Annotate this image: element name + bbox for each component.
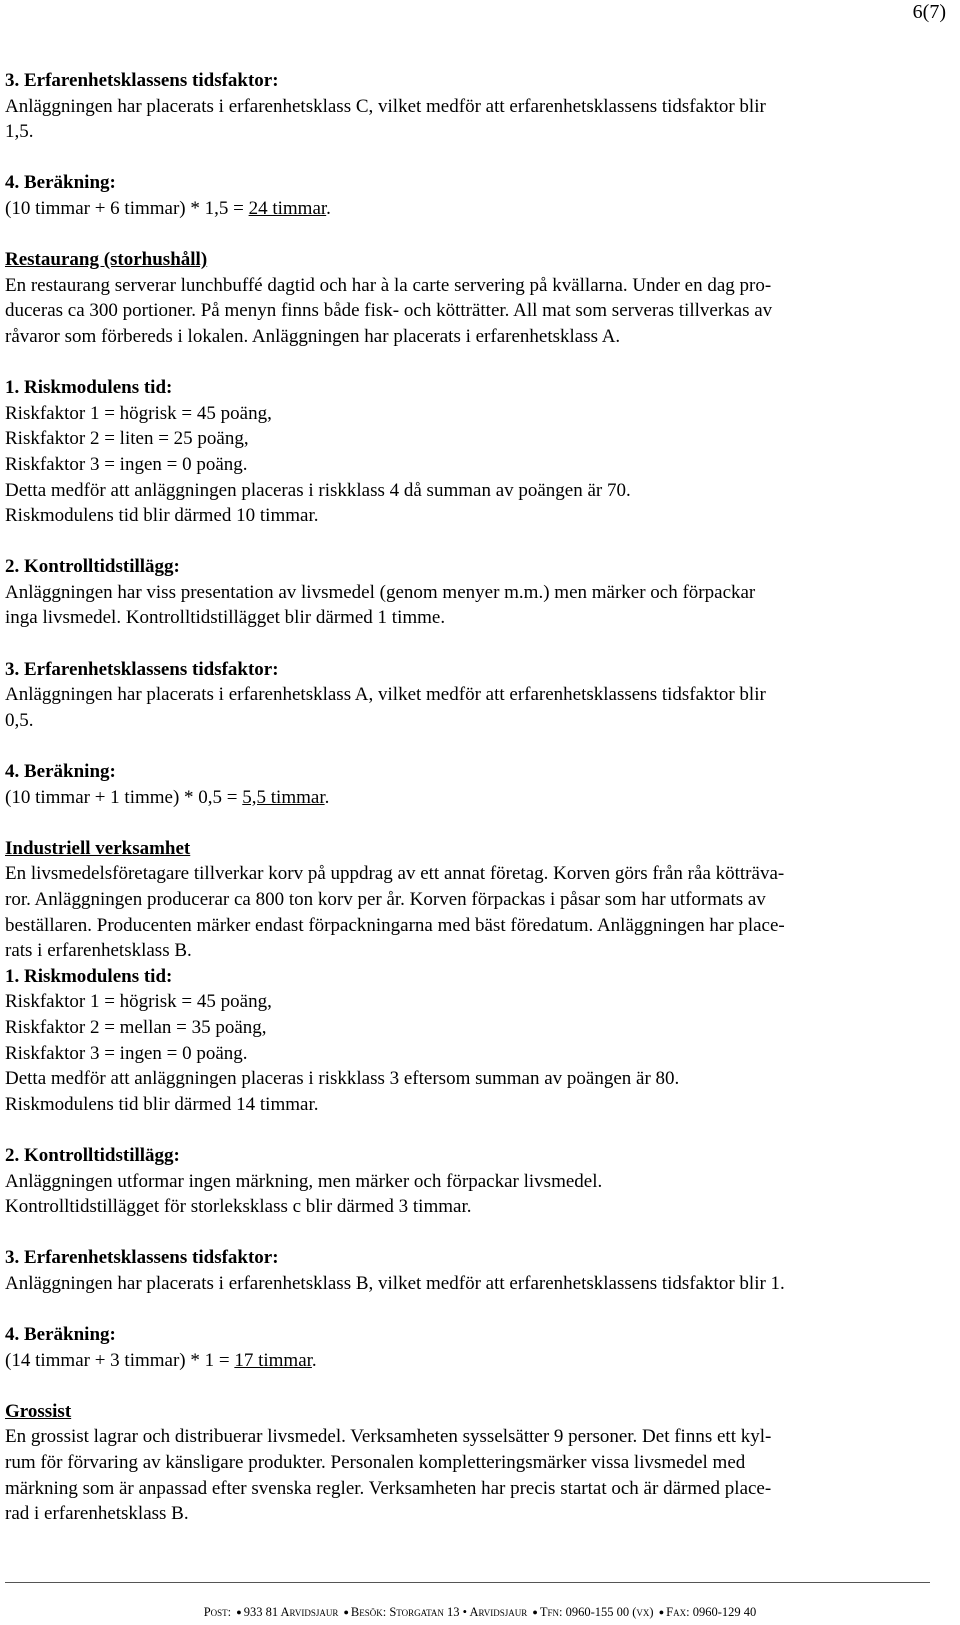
paragraph-line: Anläggningen har placerats i erfarenhetsklass A, vilket medför att erfarenhetsklassens tidsfaktor blir <box>5 684 766 706</box>
paragraph-line: Riskfaktor 3 = ingen = 0 poäng. <box>5 453 248 475</box>
paragraph-line: rum för förvaring av känsligare produkter. Personalen kompletteringsmärker vissa livsmedel med <box>5 1452 746 1474</box>
section-heading: 4. Beräkning: <box>5 1324 116 1346</box>
footer-fax-value: 0960-129 40 <box>692 1605 757 1619</box>
calculation-line <box>5 196 935 222</box>
paragraph-line: En grossist lagrar och distribuerar livsmedel. Verksamheten sysselsätter 9 personer. Det finns ett kyl- <box>5 1426 772 1448</box>
bullet-icon: ● <box>658 1607 665 1617</box>
calculation-line <box>5 1348 935 1374</box>
paragraph-line: Detta medför att anläggningen placeras i riskklass 3 eftersom summan av poängen är 80. <box>5 1068 680 1090</box>
example-title-grossist: Grossist <box>5 1400 72 1422</box>
paragraph-line: En restaurang serverar lunchbuffé dagtid och har à la carte servering på kvällarna. Under en dag pro- <box>5 274 772 296</box>
section-heading: 4. Beräkning: <box>5 172 116 194</box>
paragraph-line: Anläggningen har placerats i erfarenhetsklass B, vilket medför att erfarenhetsklassens tidsfaktor blir 1. <box>5 1272 785 1294</box>
paragraph-line: Riskmodulens tid blir därmed 10 timmar. <box>5 505 319 527</box>
paragraph-line: Detta medför att anläggningen placeras i riskklass 4 då summan av poängen är 70. <box>5 479 631 501</box>
document-body <box>5 68 935 1527</box>
paragraph-line: beställaren. Producenten märker endast förpackningarna med bäst föredatum. Anläggningen har place- <box>5 914 785 936</box>
section-heading: 2. Kontrolltidstillägg: <box>5 556 180 578</box>
example-title-industri: Industriell verksamhet <box>5 837 191 859</box>
paragraph-line: Anläggningen utformar ingen märkning, men märker och förpackar livsmedel. <box>5 1170 603 1192</box>
bullet-icon: ● <box>532 1607 538 1617</box>
section-heading: 4. Beräkning: <box>5 761 116 783</box>
calc-expression: (10 timmar + 6 timmar) * 1,5 = <box>5 197 249 219</box>
calculation-line <box>5 785 935 811</box>
paragraph-line: Kontrolltidstillägget för storleksklass c blir därmed 3 timmar. <box>5 1196 472 1218</box>
paragraph-line: Riskfaktor 1 = högrisk = 45 poäng, <box>5 402 272 424</box>
footer-divider <box>5 1582 930 1583</box>
calc-result: 24 timmar <box>248 197 327 219</box>
paragraph-line: inga livsmedel. Kontrolltidstillägget blir därmed 1 timme. <box>5 607 446 629</box>
section-heading: 3. Erfarenhetsklassens tidsfaktor: <box>5 70 279 91</box>
calc-expression: (10 timmar + 1 timme) * 0,5 = <box>5 786 243 808</box>
bullet-icon: ● <box>236 1607 242 1617</box>
paragraph-line: rad i erfarenhetsklass B. <box>5 1503 189 1525</box>
footer-fax-label: Fax: <box>666 1605 693 1619</box>
footer-besok-value: Storgatan 13 • Arvidsjaur <box>389 1605 528 1619</box>
section-heading: 3. Erfarenhetsklassens tidsfaktor: <box>5 1247 279 1269</box>
paragraph-line: rats i erfarenhetsklass B. <box>5 940 192 962</box>
calc-period: . <box>311 1349 317 1371</box>
footer-tfn-label: Tfn: <box>539 1605 566 1619</box>
footer-besok-label: Besök: <box>350 1605 390 1619</box>
calc-expression: (14 timmar + 3 timmar) * 1 = <box>5 1349 235 1371</box>
section-heading: 1. Riskmodulens tid: <box>5 377 173 399</box>
paragraph-line: 1,5. <box>5 121 34 143</box>
calc-result: 17 timmar <box>234 1349 312 1371</box>
paragraph-line: Riskfaktor 3 = ingen = 0 poäng. <box>5 1042 248 1064</box>
page-number: 6(7) <box>912 1 946 23</box>
calc-period: . <box>324 786 330 808</box>
paragraph-line: Riskmodulens tid blir därmed 14 timmar. <box>5 1093 319 1115</box>
paragraph-line: ror. Anläggningen producerar ca 800 ton korv per år. Korven förpackas i påsar som har utformats av <box>5 889 766 910</box>
footer-post-value: 933 81 Arvidsjaur <box>243 1605 339 1619</box>
paragraph-line: Riskfaktor 2 = mellan = 35 poäng, <box>5 1016 267 1038</box>
paragraph-line: Riskfaktor 1 = högrisk = 45 poäng, <box>5 991 272 1013</box>
calc-result: 5,5 timmar <box>242 786 325 808</box>
paragraph-line: Anläggningen har placerats i erfarenhetsklass C, vilket medför att erfarenhetsklassens tidsfaktor blir <box>5 95 766 117</box>
section-heading: 2. Kontrolltidstillägg: <box>5 1144 180 1166</box>
bullet-icon: ● <box>343 1607 349 1617</box>
paragraph-line: 0,5. <box>5 709 34 731</box>
paragraph-line: Anläggningen har viss presentation av livsmedel (genom menyer m.m.) men märker och förpackar <box>5 581 756 603</box>
paragraph-line: märkning som är anpassad efter svenska regler. Verksamheten har precis startat och är därmed place- <box>5 1477 772 1499</box>
section-heading: 1. Riskmodulens tid: <box>5 965 173 987</box>
calc-period: . <box>326 197 331 219</box>
paragraph-line: En livsmedelsföretagare tillverkar korv på uppdrag av ett annat företag. Korven görs från råa kötträva- <box>5 863 785 885</box>
paragraph-line: duceras ca 300 portioner. På menyn finns både fisk- och kötträtter. All mat som serveras tillverkas av <box>5 300 773 322</box>
section-heading: 3. Erfarenhetsklassens tidsfaktor: <box>5 658 279 680</box>
footer-tfn-value: 0960-155 00 (vx) <box>565 1605 654 1619</box>
footer-post-label: Post: <box>203 1605 235 1619</box>
page-footer <box>0 1604 960 1620</box>
paragraph-line: Riskfaktor 2 = liten = 25 poäng, <box>5 428 249 450</box>
example-title-restaurang: Restaurang (storhushåll) <box>5 249 208 271</box>
paragraph-line: råvaror som förbereds i lokalen. Anläggningen har placerats i erfarenhetsklass A. <box>5 325 621 347</box>
